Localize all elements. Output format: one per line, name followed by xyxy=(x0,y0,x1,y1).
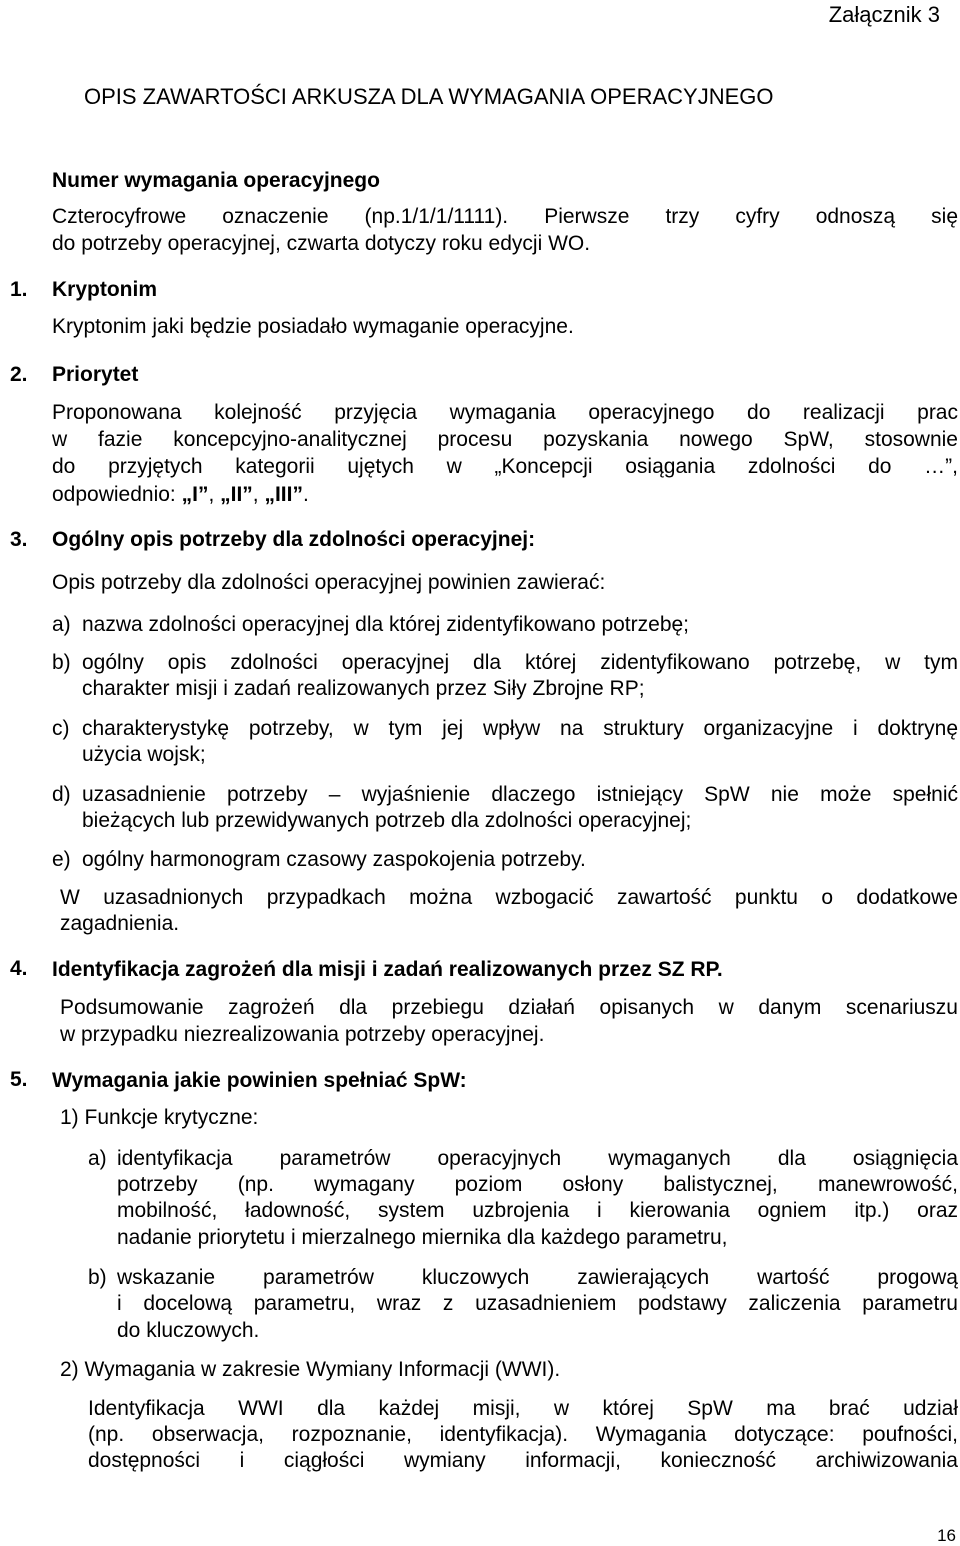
subitem-a-label: a) xyxy=(88,1147,107,1170)
section-2-heading: Priorytet xyxy=(52,363,139,386)
subitem-a-text-2: potrzeby (np. wymagany poziom osłony balistycznej, manewrowość, xyxy=(117,1173,958,1196)
item-c-text-1: charakterystykę potrzeby, w tym jej wpływ na struktury organizacyjne i doktrynę xyxy=(82,717,958,740)
subitem-b-label: b) xyxy=(88,1266,107,1289)
subitem-b-text-2: i docelową parametru, wraz z uzasadnieniem podstawy zaliczenia parametru xyxy=(117,1292,958,1315)
section-3-heading: Ogólny opis potrzeby dla zdolności operacyjnej: xyxy=(52,528,536,551)
document-title: OPIS ZAWARTOŚCI ARKUSZA DLA WYMAGANIA OPERACYJNEGO xyxy=(84,84,774,109)
section-4-heading: Identyfikacja zagrożeń dla misji i zadań realizowanych przez SZ RP. xyxy=(52,958,723,981)
section-5-number: 5. xyxy=(10,1068,28,1091)
subitem-a-text-1: identyfikacja parametrów operacyjnych wymaganych dla osiągnięcia xyxy=(117,1147,958,1170)
item-e-label: e) xyxy=(52,848,71,871)
priority-end: . xyxy=(302,483,309,506)
attachment-label: Załącznik 3 xyxy=(828,2,940,27)
section-3-note-1: W uzasadnionych przypadkach można wzbogacić zawartość punktu o dodatkowe xyxy=(60,886,958,909)
wwi-text-2: (np. obserwacja, rozpoznanie, identyfikacja). Wymagania dotyczące: poufności, xyxy=(88,1423,958,1446)
section-2-text-4 xyxy=(52,482,309,508)
wwi-heading: 2) Wymagania w zakresie Wymiany Informacji (WWI). xyxy=(60,1358,561,1381)
priority-label: odpowiednio: xyxy=(52,483,182,506)
subitem-b-text-3: do kluczowych. xyxy=(117,1319,260,1342)
section-2-text-3: do przyjętych kategorii ujętych w „Koncepcji osiągania zdolności do …”, xyxy=(52,455,958,478)
section-5-heading: Wymagania jakie powinien spełniać SpW: xyxy=(52,1069,467,1092)
section-1-heading: Kryptonim xyxy=(52,278,157,301)
page-number: 16 xyxy=(937,1526,956,1545)
item-c-label: c) xyxy=(52,717,70,740)
section-1-text: Kryptonim jaki będzie posiadało wymaganie operacyjne. xyxy=(52,315,574,338)
item-b-text-2: charakter misji i zadań realizowanych przez Siły Zbrojne RP; xyxy=(82,677,645,700)
priority-iii: „III” xyxy=(264,483,303,506)
priority-sep-1: , xyxy=(208,483,221,506)
section-4-number: 4. xyxy=(10,957,28,980)
numer-text-1: Czterocyfrowe oznaczenie (np.1/1/1/1111). Pierwsze trzy cyfry odnoszą się xyxy=(52,205,958,228)
section-1-number: 1. xyxy=(10,278,28,301)
section-3-number: 3. xyxy=(10,528,28,551)
numer-heading: Numer wymagania operacyjnego xyxy=(52,169,380,192)
subitem-a-text-3: mobilność, ładowność, system uzbrojenia i kierowania ogniem itp.) oraz xyxy=(117,1199,958,1222)
section-3-intro: Opis potrzeby dla zdolności operacyjnej powinien zawierać: xyxy=(52,571,606,594)
section-4-text-2: w przypadku niezrealizowania potrzeby operacyjnej. xyxy=(60,1023,545,1046)
priority-sep-2: , xyxy=(252,483,265,506)
section-2-text-2: w fazie koncepcyjno-analitycznej procesu pozyskania nowego SpW, stosownie xyxy=(52,428,958,451)
section-4-text-1: Podsumowanie zagrożeń dla przebiegu działań opisanych w danym scenariuszu xyxy=(60,996,958,1019)
numer-text-2: do potrzeby operacyjnej, czwarta dotyczy roku edycji WO. xyxy=(52,232,591,255)
subitem-b-text-1: wskazanie parametrów kluczowych zawierających wartość progową xyxy=(117,1266,958,1289)
section-3-note-2: zagadnienia. xyxy=(60,912,180,935)
wwi-text-1: Identyfikacja WWI dla każdej misji, w której SpW ma brać udział xyxy=(88,1397,958,1420)
critical-functions-heading: 1) Funkcje krytyczne: xyxy=(60,1106,259,1129)
item-b-text-1: ogólny opis zdolności operacyjnej dla której zidentyfikowano potrzebę, w tym xyxy=(82,651,958,674)
item-c-text-2: użycia wojsk; xyxy=(82,743,206,766)
item-d-text-2: bieżących lub przewidywanych potrzeb dla zdolności operacyjnej; xyxy=(82,809,692,832)
item-d-label: d) xyxy=(52,783,71,806)
item-b-label: b) xyxy=(52,651,71,674)
item-a-text: nazwa zdolności operacyjnej dla której zidentyfikowano potrzebę; xyxy=(82,613,690,636)
priority-i: „I” xyxy=(181,483,209,506)
subitem-a-text-4: nadanie priorytetu i mierzalnego miernika dla każdego parametru, xyxy=(117,1226,728,1249)
item-d-text-1: uzasadnienie potrzeby – wyjaśnienie dlaczego istniejący SpW nie może spełnić xyxy=(82,783,958,806)
item-a-label: a) xyxy=(52,613,71,636)
wwi-text-3: dostępności i ciągłości wymiany informacji, konieczność archiwizowania xyxy=(88,1449,958,1472)
item-e-text: ogólny harmonogram czasowy zaspokojenia potrzeby. xyxy=(82,848,586,871)
section-2-text-1: Proponowana kolejność przyjęcia wymagania operacyjnego do realizacji prac xyxy=(52,401,958,424)
priority-ii: „II” xyxy=(220,483,253,506)
section-2-number: 2. xyxy=(10,363,28,386)
